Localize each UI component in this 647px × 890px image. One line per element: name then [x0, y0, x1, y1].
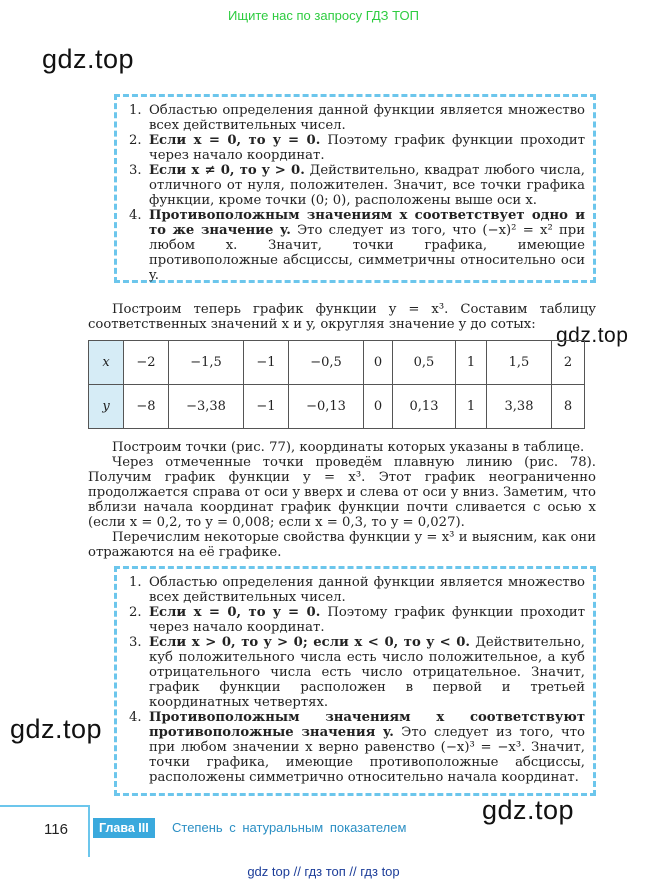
table-cell: 3,38 [487, 385, 552, 429]
table-cell: −1 [244, 341, 289, 385]
table-cell: 2 [552, 341, 585, 385]
table-row [89, 385, 585, 429]
list-item: 3. Если x > 0, то y > 0; если x < 0, то y < 0. Действительно, куб положительного числа есть число положительное, а куб отрицательного числа есть число отрицательное. Значит, график функции расположен в первой и третьей координатных четвертях. [129, 635, 585, 710]
table-cell: 1,5 [487, 341, 552, 385]
table-cell: 0 [364, 341, 393, 385]
table-header-y: y [89, 385, 124, 429]
properties-box-cube [114, 566, 596, 796]
table-cell: 8 [552, 385, 585, 429]
table-cell: 0,13 [393, 385, 456, 429]
table-cell: 0,5 [393, 341, 456, 385]
list-item: 1. Областью определения данной функции является множество всех действительных чисел. [129, 575, 585, 605]
table-cell: −3,38 [169, 385, 244, 429]
footer-divider [0, 805, 90, 807]
top-banner: Ищите нас по запросу ГДЗ ТОП [228, 8, 419, 23]
chapter-badge: Глава III [93, 818, 155, 838]
table-cell: 1 [456, 385, 487, 429]
paragraph-intro: Построим теперь график функции y = x³. Составим таблицу соответственных значений x и y, округляя значение y до сотых: [88, 302, 596, 332]
table-cell: −0,5 [289, 341, 364, 385]
properties-box-square [114, 94, 596, 283]
paragraph-description: Построим точки (рис. 77), координаты которых указаны в таблице. Через отмеченные точки проведём плавную линию (рис. 78). Получим график функции y = x³. Этот график неограниченно продолжается справа от оси y вверх и слева от оси y вниз. Заметим, что вблизи начала координат график функции почти сливается с осью x (если x = 0,2, то y = 0,008; если x = 0,3, то y = 0,027). Перечислим некоторые свойства функции y = x³ и выясним, как они отражаются на её графике. [88, 440, 596, 560]
table-cell: −0,13 [289, 385, 364, 429]
table-cell: 1 [456, 341, 487, 385]
watermark-top-left: gdz.top [42, 44, 135, 74]
watermark-right: gdz.top [556, 324, 629, 347]
chapter-title: Степень с натуральным показателем [172, 820, 407, 835]
bottom-banner: gdz top // гдз топ // гдз top [247, 864, 400, 879]
values-table [88, 340, 585, 429]
list-item: 3. Если x ≠ 0, то y > 0. Действительно, квадрат любого числа, отличного от нуля, положителен. Значит, все точки графика функции, кроме точки (0; 0), расположены выше оси x. [129, 163, 585, 208]
watermark-left: gdz.top [10, 714, 103, 744]
footer-vertical-divider [88, 807, 90, 857]
watermark-bottom-right: gdz.top [482, 795, 575, 825]
table-cell: −1 [244, 385, 289, 429]
table-row [89, 341, 585, 385]
table-header-x: x [89, 341, 124, 385]
list-item: 2. Если x = 0, то y = 0. Поэтому график функции проходит через начало координат. [129, 605, 585, 635]
list-item: 4. Противоположным значениям x соответствуют противоположные значения y. Это следует из того, что при любом значении x верно равенство (−x)³ = −x³. Значит, точки графика, имеющие противоположные абсциссы, расположены симметрично относительно начала координат. [129, 710, 585, 785]
table-cell: −8 [124, 385, 169, 429]
table-cell: 0 [364, 385, 393, 429]
table-cell: −1,5 [169, 341, 244, 385]
list-item: 2. Если x = 0, то y = 0. Поэтому график функции проходит через начало координат. [129, 133, 585, 163]
list-item: 4. Противоположным значениям x соответствует одно и то же значение y. Это следует из того, что (−x)² = x² при любом x. Значит, точки графика, имеющие противоположные абсциссы, симметричны относительно оси y. [129, 208, 586, 283]
table-cell: −2 [124, 341, 169, 385]
list-item: 1. Областью определения данной функции является множество всех действительных чисел. [129, 103, 585, 133]
page-number: 116 [44, 821, 68, 838]
